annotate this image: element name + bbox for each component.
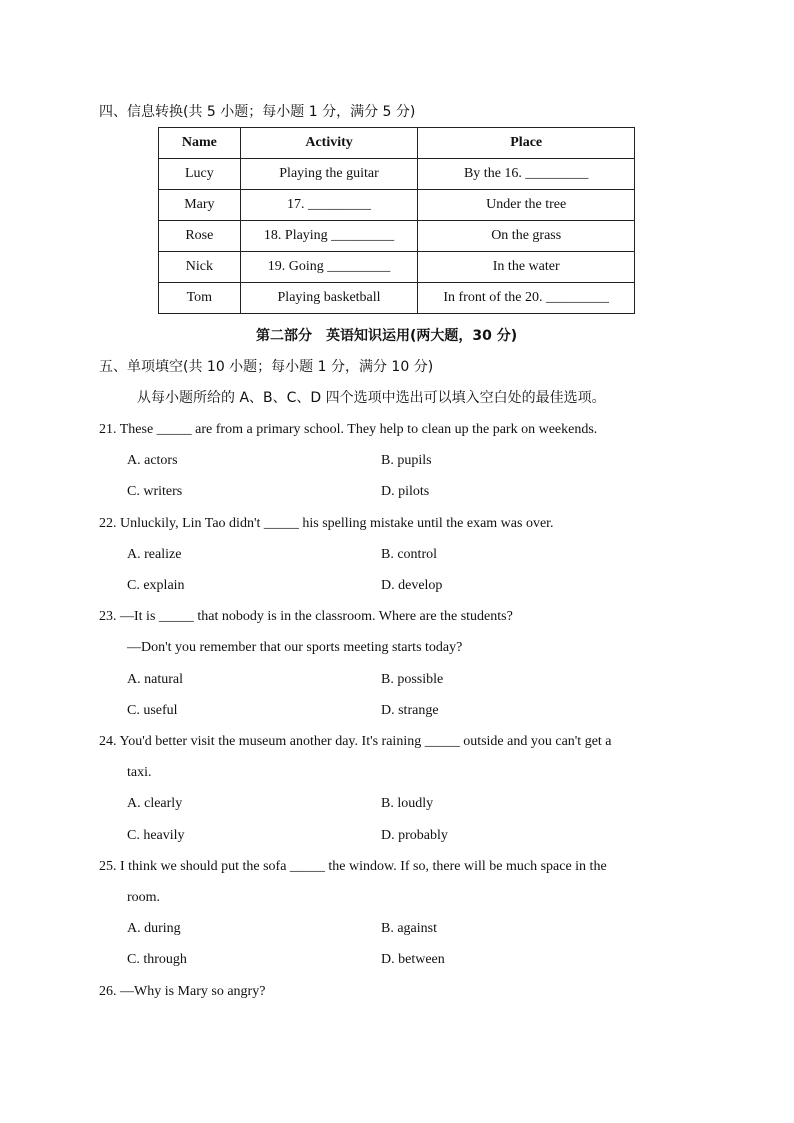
table-cell: 18. Playing _________ <box>240 221 418 252</box>
table-cell: Rose <box>159 221 241 252</box>
question-23-option-d: D. strange <box>381 703 439 718</box>
question-21-option-a: A. actors <box>127 453 178 468</box>
table-cell: Playing basketball <box>240 283 418 314</box>
table-row <box>159 190 635 221</box>
section-4-heading: 四、信息转换(共 5 小题；每小题 1 分，满分 5 分) <box>99 104 416 120</box>
table-cell: 17. _________ <box>240 190 418 221</box>
question-26-stem: 26. —Why is Mary so angry? <box>99 984 266 999</box>
question-25-option-c: C. through <box>127 952 187 967</box>
table-cell: In the water <box>418 252 635 283</box>
question-24-stem: 24. You'd better visit the museum another day. It's raining _____ outside and you can't get a <box>99 734 612 749</box>
table-cell: In front of the 20. _________ <box>418 283 635 314</box>
question-25-stem-continued: room. <box>127 890 161 905</box>
part-2-title: 第二部分 英语知识运用(两大题，30 分) <box>256 328 518 344</box>
section-5-instruction: 从每小题所给的 A、B、C、D 四个选项中选出可以填入空白处的最佳选项。 <box>137 390 606 406</box>
table-row <box>159 221 635 252</box>
question-23-reply: —Don't you remember that our sports meeting starts today? <box>127 640 463 655</box>
table-cell: Tom <box>159 283 241 314</box>
question-24-stem-continued: taxi. <box>127 765 152 780</box>
question-22-option-d: D. develop <box>381 578 443 593</box>
question-23-option-b: B. possible <box>381 672 444 687</box>
question-22-stem: 22. Unluckily, Lin Tao didn't _____ his spelling mistake until the exam was over. <box>99 516 554 531</box>
question-24-option-c: C. heavily <box>127 828 185 843</box>
question-24-option-b: B. loudly <box>381 796 434 811</box>
question-25-option-b: B. against <box>381 921 437 936</box>
question-24-option-d: D. probably <box>381 828 448 843</box>
question-25-option-d: D. between <box>381 952 445 967</box>
info-conversion-table <box>158 127 635 314</box>
table-row <box>159 252 635 283</box>
question-23-stem: 23. —It is _____ that nobody is in the classroom. Where are the students? <box>99 609 513 624</box>
question-21-stem: 21. These _____ are from a primary school. They help to clean up the park on weekends. <box>99 422 598 437</box>
column-header-place: Place <box>418 128 635 159</box>
question-22-option-b: B. control <box>381 547 437 562</box>
question-21-option-d: D. pilots <box>381 484 430 499</box>
table-cell: 19. Going _________ <box>240 252 418 283</box>
column-header-name: Name <box>159 128 241 159</box>
table-cell: Nick <box>159 252 241 283</box>
question-24-option-a: A. clearly <box>127 796 183 811</box>
question-21-option-b: B. pupils <box>381 453 432 468</box>
section-5-heading: 五、单项填空(共 10 小题；每小题 1 分，满分 10 分) <box>99 359 434 375</box>
table-cell: Mary <box>159 190 241 221</box>
table-cell: By the 16. _________ <box>418 159 635 190</box>
column-header-activity: Activity <box>240 128 418 159</box>
table-cell: Under the tree <box>418 190 635 221</box>
question-22-option-c: C. explain <box>127 578 185 593</box>
question-25-stem: 25. I think we should put the sofa _____ the window. If so, there will be much space in the <box>99 859 607 874</box>
question-22-option-a: A. realize <box>127 547 182 562</box>
question-23-option-c: C. useful <box>127 703 178 718</box>
table-cell: Playing the guitar <box>240 159 418 190</box>
table-row <box>159 159 635 190</box>
table-header-row <box>159 128 635 159</box>
table-row <box>159 283 635 314</box>
question-25-option-a: A. during <box>127 921 181 936</box>
question-23-option-a: A. natural <box>127 672 183 687</box>
table-cell: On the grass <box>418 221 635 252</box>
table-cell: Lucy <box>159 159 241 190</box>
question-21-option-c: C. writers <box>127 484 183 499</box>
